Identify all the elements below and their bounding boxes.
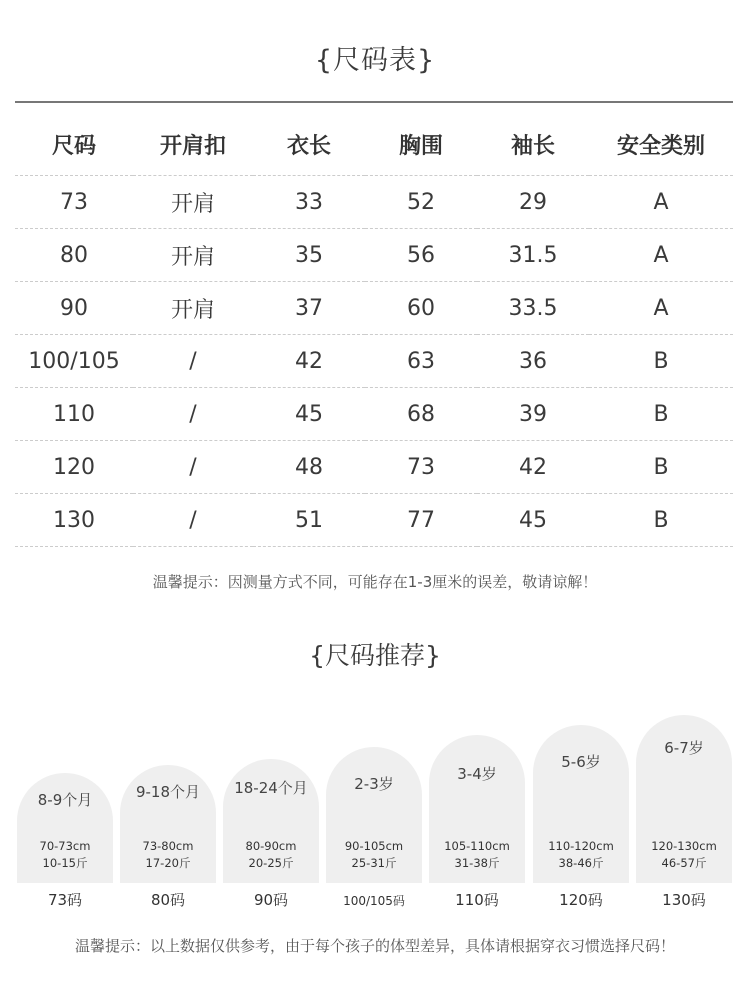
recommend-card <box>17 773 113 883</box>
cell-length: 51 <box>253 494 365 547</box>
title-divider <box>15 101 733 103</box>
cell-safety-class: B <box>589 335 733 388</box>
weight-range: 25-31斤 <box>351 856 397 870</box>
size-code: 100/105码 <box>343 894 405 908</box>
cell-sleeve: 33.5 <box>477 282 589 335</box>
header-shoulder-button: 开肩扣 <box>159 133 226 159</box>
cell-safety-class: B <box>589 441 733 494</box>
height-range: 90-105cm <box>344 839 404 853</box>
size-chart-title: {尺码表} <box>314 45 436 76</box>
size-code: 120码 <box>559 891 603 909</box>
table-row <box>15 335 733 388</box>
cell-length: 48 <box>253 441 365 494</box>
table-header-row <box>15 113 733 176</box>
recommendation-note: 温馨提示：以上数据仅供参考，由于每个孩子的体型差异，具体请根据穿衣习惯选择尺码！ <box>74 937 675 955</box>
cell-sleeve: 31.5 <box>477 229 589 282</box>
cell-size: 73 <box>15 176 133 229</box>
cell-chest: 56 <box>365 229 477 282</box>
cell-length: 42 <box>253 335 365 388</box>
cell-size: 120 <box>15 441 133 494</box>
cell-shoulder-button: / <box>133 441 253 494</box>
age-label: 18-24个月 <box>234 779 308 797</box>
age-label: 5-6岁 <box>561 753 601 771</box>
cell-safety-class: A <box>589 282 733 335</box>
weight-range: 38-46斤 <box>558 856 604 870</box>
height-range: 73-80cm <box>142 839 194 853</box>
header-sleeve: 袖长 <box>510 133 555 159</box>
cell-size: 130 <box>15 494 133 547</box>
table-row <box>15 388 733 441</box>
recommend-card <box>326 747 422 883</box>
table-row <box>15 494 733 547</box>
cell-chest: 52 <box>365 176 477 229</box>
cell-length: 33 <box>253 176 365 229</box>
cell-shoulder-button: / <box>133 494 253 547</box>
height-range: 70-73cm <box>39 839 91 853</box>
cell-safety-class: A <box>589 229 733 282</box>
cell-chest: 73 <box>365 441 477 494</box>
cell-size: 110 <box>15 388 133 441</box>
cell-length: 37 <box>253 282 365 335</box>
age-label: 3-4岁 <box>457 765 497 783</box>
size-code: 110码 <box>455 891 499 909</box>
cell-shoulder-button: 开肩 <box>133 176 253 229</box>
cell-shoulder-button: / <box>133 388 253 441</box>
cell-shoulder-button: 开肩 <box>133 229 253 282</box>
cell-safety-class: B <box>589 388 733 441</box>
table-row <box>15 229 733 282</box>
weight-range: 46-57斤 <box>661 856 707 870</box>
recommend-card <box>120 765 216 883</box>
measurement-note: 温馨提示：因测量方式不同，可能存在1-3厘米的误差，敬请谅解！ <box>152 573 598 591</box>
cell-length: 45 <box>253 388 365 441</box>
recommend-card <box>429 735 525 883</box>
age-label: 9-18个月 <box>135 783 201 801</box>
size-code: 73码 <box>47 891 83 909</box>
height-range: 105-110cm <box>444 839 510 853</box>
cell-sleeve: 39 <box>477 388 589 441</box>
header-length: 衣长 <box>286 133 331 159</box>
recommend-card <box>223 759 319 883</box>
table-row <box>15 176 733 229</box>
age-label: 6-7岁 <box>664 739 704 757</box>
cell-chest: 68 <box>365 388 477 441</box>
recommend-card <box>533 725 629 883</box>
cell-chest: 60 <box>365 282 477 335</box>
recommend-card <box>636 715 732 883</box>
cell-length: 35 <box>253 229 365 282</box>
height-range: 120-130cm <box>651 839 717 853</box>
table-row <box>15 282 733 335</box>
age-label: 2-3岁 <box>354 775 394 793</box>
height-range: 110-120cm <box>548 839 614 853</box>
recommendation-title: {尺码推荐} <box>309 641 441 670</box>
cell-chest: 63 <box>365 335 477 388</box>
cell-chest: 77 <box>365 494 477 547</box>
header-size: 尺码 <box>51 133 96 159</box>
cell-safety-class: B <box>589 494 733 547</box>
cell-sleeve: 42 <box>477 441 589 494</box>
size-table <box>15 113 733 547</box>
cell-sleeve: 29 <box>477 176 589 229</box>
size-code: 80码 <box>150 891 186 909</box>
table-row <box>15 441 733 494</box>
cell-shoulder-button: / <box>133 335 253 388</box>
cell-size: 90 <box>15 282 133 335</box>
size-code: 130码 <box>662 891 706 909</box>
height-range: 80-90cm <box>245 839 297 853</box>
cell-sleeve: 36 <box>477 335 589 388</box>
weight-range: 17-20斤 <box>145 856 191 870</box>
cell-size: 80 <box>15 229 133 282</box>
size-code: 90码 <box>253 891 289 909</box>
weight-range: 20-25斤 <box>248 856 294 870</box>
cell-safety-class: A <box>589 176 733 229</box>
cell-sleeve: 45 <box>477 494 589 547</box>
cell-shoulder-button: 开肩 <box>133 282 253 335</box>
weight-range: 10-15斤 <box>42 856 88 870</box>
age-label: 8-9个月 <box>37 791 93 809</box>
weight-range: 31-38斤 <box>454 856 500 870</box>
cell-size: 100/105 <box>15 335 133 388</box>
header-safety-class: 安全类别 <box>616 133 705 159</box>
header-chest: 胸围 <box>398 133 443 159</box>
